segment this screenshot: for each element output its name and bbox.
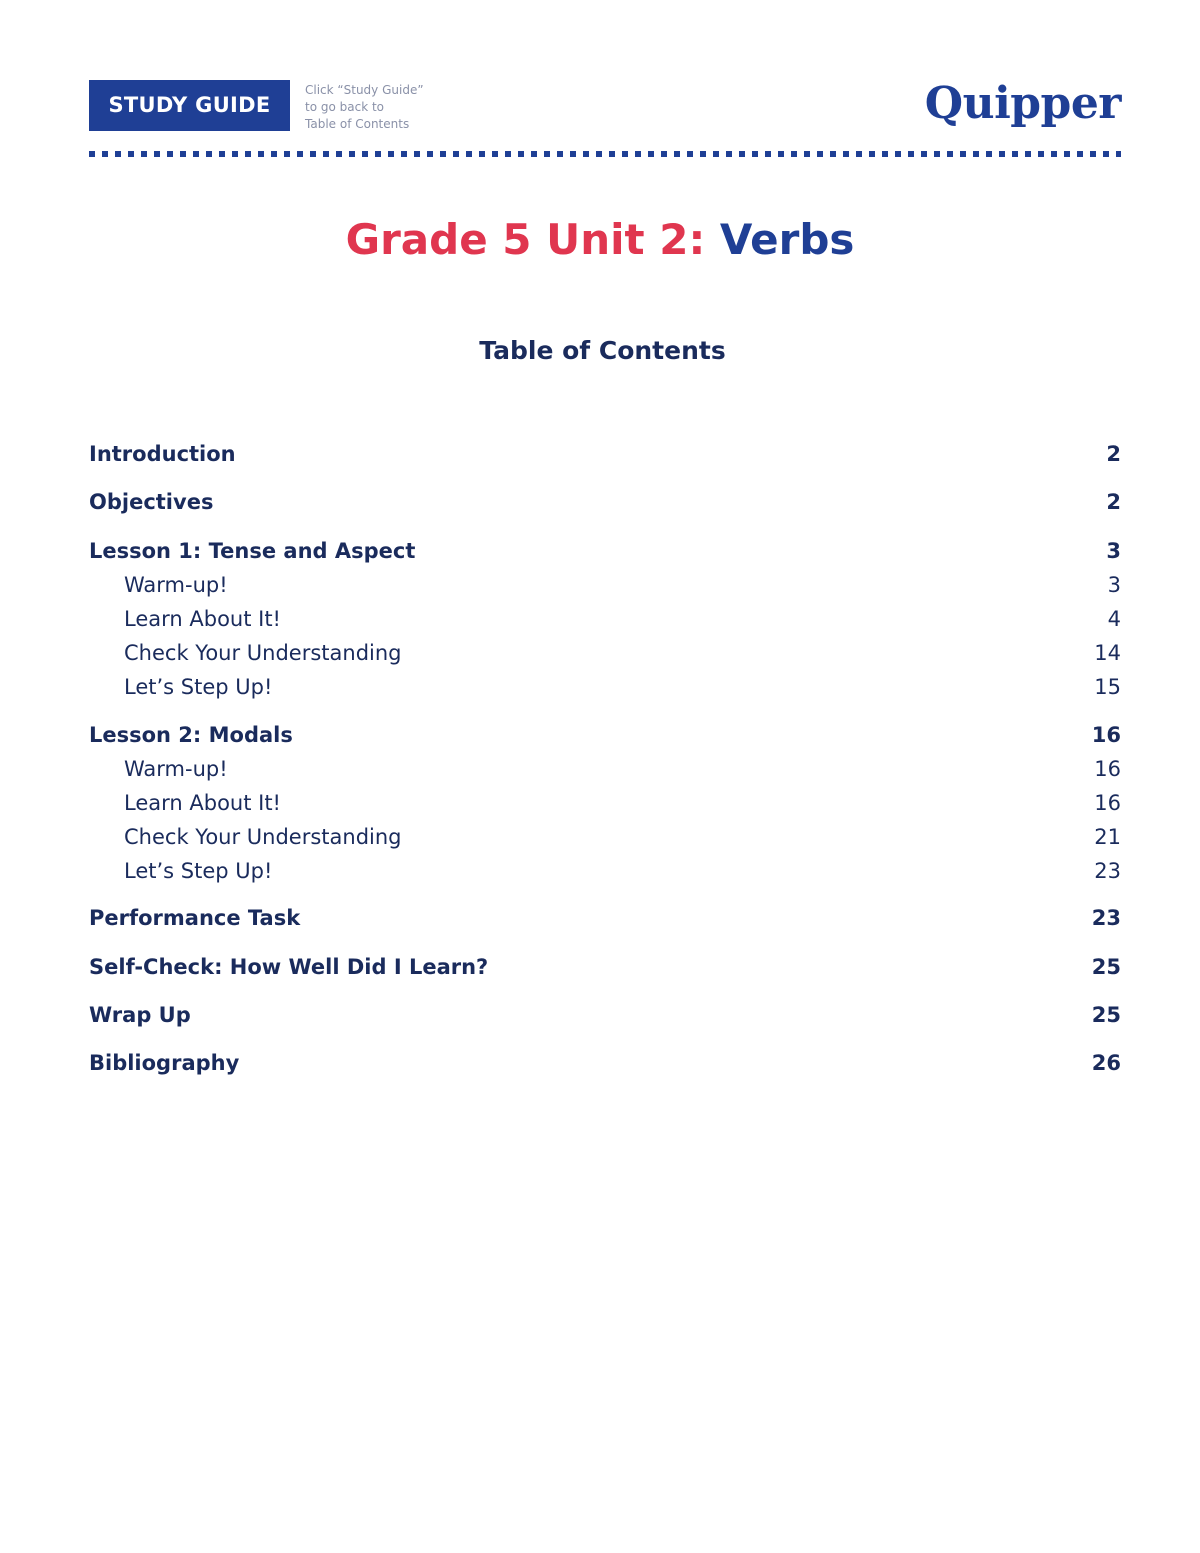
toc-entry[interactable]: [89, 1046, 1121, 1080]
toc-heading: Table of Contents: [479, 336, 726, 365]
toc-subentry[interactable]: [89, 568, 1121, 602]
toc-subentry[interactable]: [89, 636, 1121, 670]
toc-entry-label: Check Your Understanding: [124, 825, 402, 849]
toc-subentry[interactable]: [89, 820, 1121, 854]
toc-entry-label: Let’s Step Up!: [124, 859, 273, 883]
toc-subentry[interactable]: [89, 752, 1121, 786]
toc-entry-label: Lesson 2: Modals: [89, 723, 293, 747]
page-title: [0, 212, 1200, 268]
toc-entry-page: 16: [1091, 723, 1121, 747]
toc-subentry[interactable]: [89, 786, 1121, 820]
quipper-logo: Quipper: [924, 78, 1121, 129]
hint-line: Table of Contents: [305, 117, 410, 131]
title-unit: Grade 5 Unit 2:: [345, 215, 706, 264]
toc-entry[interactable]: [89, 718, 1121, 752]
toc-entry-label: Introduction: [89, 442, 236, 466]
toc-entry-page: 23: [1091, 906, 1121, 930]
toc-entry-page: 2: [1106, 442, 1121, 466]
toc-entry-label: Performance Task: [89, 906, 301, 930]
toc-entry[interactable]: [89, 950, 1121, 984]
toc-entry-label: Wrap Up: [89, 1003, 191, 1027]
toc-entry-label: Lesson 1: Tense and Aspect: [89, 539, 416, 563]
toc-entry-label: Learn About It!: [124, 791, 281, 815]
toc-entry-page: 2: [1106, 490, 1121, 514]
toc-entry-page: 16: [1094, 757, 1121, 781]
toc-subentry[interactable]: [89, 854, 1121, 888]
toc-entry-page: 26: [1091, 1051, 1121, 1075]
toc-entry-page: 16: [1094, 791, 1121, 815]
toc-entry-page: 25: [1091, 1003, 1121, 1027]
toc-entry-label: Let’s Step Up!: [124, 675, 273, 699]
toc-entry[interactable]: [89, 437, 1121, 471]
toc-entry-label: Objectives: [89, 490, 214, 514]
toc-entry-page: 4: [1107, 607, 1121, 631]
toc-entry-page: 3: [1106, 539, 1121, 563]
hint-line: to go back to: [305, 100, 385, 114]
study-guide-hint: [305, 82, 485, 133]
toc-entry-page: 25: [1091, 955, 1121, 979]
dotted-divider: [89, 151, 1121, 157]
toc-entry-label: Bibliography: [89, 1051, 240, 1075]
toc-entry[interactable]: [89, 534, 1121, 568]
study-guide-button[interactable]: STUDY GUIDE: [89, 80, 290, 131]
toc-entry-page: 15: [1094, 675, 1121, 699]
toc-subentry[interactable]: [89, 670, 1121, 704]
toc-entry-page: 23: [1094, 859, 1121, 883]
toc-entry[interactable]: [89, 998, 1121, 1032]
toc-entry-label: Check Your Understanding: [124, 641, 402, 665]
toc-subentry[interactable]: [89, 602, 1121, 636]
hint-line: Click “Study Guide”: [305, 83, 424, 97]
title-topic: Verbs: [719, 215, 855, 264]
toc-entry-page: 14: [1094, 641, 1121, 665]
toc-entry-label: Self-Check: How Well Did I Learn?: [89, 955, 489, 979]
toc-entry-label: Learn About It!: [124, 607, 281, 631]
toc-entry-page: 3: [1107, 573, 1121, 597]
toc-entry-page: 21: [1094, 825, 1121, 849]
toc-entry[interactable]: [89, 485, 1121, 519]
header: [89, 80, 1121, 134]
toc-entry[interactable]: [89, 901, 1121, 935]
toc-entry-label: Warm-up!: [124, 573, 228, 597]
toc-entry-label: Warm-up!: [124, 757, 228, 781]
